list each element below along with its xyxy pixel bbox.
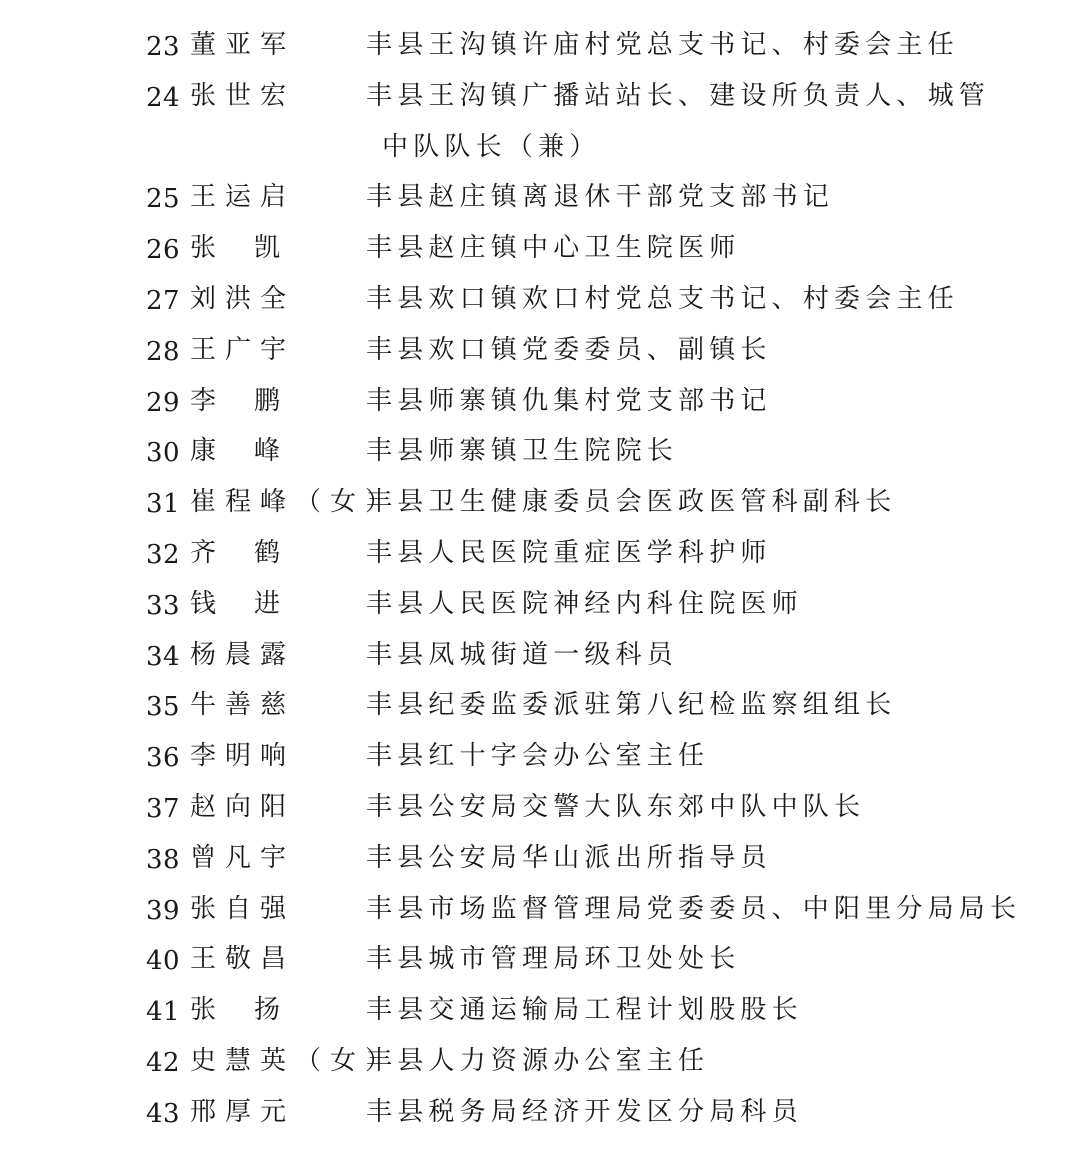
entry-number: 38 xyxy=(146,844,181,875)
title-line: 丰县人民医院重症医学科护师 xyxy=(366,537,772,568)
entry-number: 26 xyxy=(146,235,181,266)
entry-number: 23 xyxy=(146,32,181,62)
title-line: 丰县赵庄镇中心卫生院医师 xyxy=(366,233,741,264)
title-line: 丰县王沟镇许庙村党总支书记、村委会主任 xyxy=(366,30,959,60)
person-name: 邢厚元 xyxy=(190,1096,296,1127)
entry-number: 29 xyxy=(146,387,181,418)
entry-number: 39 xyxy=(146,895,181,926)
list-item xyxy=(0,376,1080,427)
entry-number: 43 xyxy=(146,1098,181,1129)
list-item xyxy=(0,934,1080,985)
entry-number: 35 xyxy=(146,692,181,723)
person-title xyxy=(366,426,946,477)
person-name: 史慧英（女） xyxy=(190,1045,401,1076)
person-title xyxy=(366,71,991,173)
entry-number: 41 xyxy=(146,997,181,1028)
entry-number: 36 xyxy=(146,743,181,774)
person-title xyxy=(366,1087,946,1138)
title-line: 中队队长（兼） xyxy=(382,131,601,162)
person-name: 杨晨露 xyxy=(190,639,296,670)
list-item xyxy=(0,20,1080,71)
title-line: 丰县人民医院神经内科住院医师 xyxy=(366,588,803,619)
title-line: 丰县公安局交警大队东郊中队中队长 xyxy=(366,791,866,822)
person-name: 牛善慈 xyxy=(190,690,296,721)
person-title xyxy=(366,325,946,376)
person-name: 崔程峰（女） xyxy=(190,487,401,518)
title-line: 丰县市场监督管理局党委委员、中阳里分局局长 xyxy=(366,893,1022,924)
list-item xyxy=(0,426,1080,477)
person-name: 王敬昌 xyxy=(190,944,296,975)
list-item xyxy=(0,579,1080,630)
title-line: 丰县交通运输局工程计划股股长 xyxy=(366,995,803,1026)
list-item xyxy=(0,782,1080,833)
list-item xyxy=(0,884,1080,935)
title-line: 丰县师寨镇仇集村党支部书记 xyxy=(366,385,772,416)
person-title xyxy=(366,680,946,731)
entry-number: 24 xyxy=(146,82,181,113)
entry-number: 30 xyxy=(146,438,181,469)
entry-number: 28 xyxy=(146,336,181,367)
list-item xyxy=(0,731,1080,782)
title-line: 丰县欢口镇欢口村党总支书记、村委会主任 xyxy=(366,283,959,314)
title-line: 丰县税务局经济开发区分局科员 xyxy=(366,1096,803,1127)
title-line: 丰县纪委监委派驻第八纪检监察组组长 xyxy=(366,690,897,721)
person-title xyxy=(366,1036,946,1087)
entry-number: 33 xyxy=(146,590,181,621)
entry-number: 34 xyxy=(146,641,181,672)
person-name: 王运启 xyxy=(190,182,296,213)
person-title xyxy=(366,528,946,579)
person-name: 张世宏 xyxy=(190,80,296,111)
person-title xyxy=(366,985,946,1036)
person-name: 钱进 xyxy=(190,588,319,619)
person-title xyxy=(366,376,946,427)
title-line: 丰县欢口镇党委委员、副镇长 xyxy=(366,334,772,365)
person-name: 董亚军 xyxy=(190,30,296,60)
person-name: 康峰 xyxy=(190,436,319,467)
person-title xyxy=(366,934,946,985)
personnel-list xyxy=(0,20,1080,1138)
person-name: 张扬 xyxy=(190,995,319,1026)
person-title xyxy=(366,630,946,681)
person-name: 张自强 xyxy=(190,893,296,924)
person-title xyxy=(366,833,946,884)
entry-number: 32 xyxy=(146,539,181,570)
list-item xyxy=(0,833,1080,884)
entry-number: 40 xyxy=(146,946,181,977)
list-item xyxy=(0,1036,1080,1087)
list-item xyxy=(0,985,1080,1036)
list-item xyxy=(0,223,1080,274)
person-name: 李鹏 xyxy=(190,385,319,416)
person-title xyxy=(366,172,946,223)
title-line: 丰县人力资源办公室主任 xyxy=(366,1045,710,1076)
entry-number: 25 xyxy=(146,184,181,215)
entry-number: 42 xyxy=(146,1047,181,1078)
person-title xyxy=(366,731,946,782)
person-title xyxy=(366,223,946,274)
list-item xyxy=(0,274,1080,325)
person-name: 曾凡宇 xyxy=(190,842,296,873)
title-line: 丰县红十字会办公室主任 xyxy=(366,741,710,772)
person-title xyxy=(366,477,946,528)
person-name: 王广宇 xyxy=(190,334,296,365)
person-name: 赵向阳 xyxy=(190,791,296,822)
list-item xyxy=(0,630,1080,681)
list-item xyxy=(0,680,1080,731)
person-title xyxy=(366,579,946,630)
entry-number: 27 xyxy=(146,285,181,316)
list-item xyxy=(0,528,1080,579)
list-item xyxy=(0,172,1080,223)
list-item xyxy=(0,477,1080,528)
list-item xyxy=(0,1087,1080,1138)
person-name: 刘洪全 xyxy=(190,283,296,314)
person-name: 张凯 xyxy=(190,233,319,264)
person-title xyxy=(366,20,959,71)
entry-number: 31 xyxy=(146,489,181,520)
person-title xyxy=(366,782,946,833)
title-line: 丰县凤城街道一级科员 xyxy=(366,639,679,670)
title-line: 丰县卫生健康委员会医政医管科副科长 xyxy=(366,487,897,518)
list-item xyxy=(0,71,1080,173)
title-line: 丰县王沟镇广播站站长、建设所负责人、城管 xyxy=(366,80,991,111)
entry-number: 37 xyxy=(146,793,181,824)
person-title xyxy=(366,884,1022,935)
title-line: 丰县师寨镇卫生院院长 xyxy=(366,436,679,467)
list-item xyxy=(0,325,1080,376)
title-line: 丰县赵庄镇离退休干部党支部书记 xyxy=(366,182,835,213)
person-name: 齐鹤 xyxy=(190,537,319,568)
title-line: 丰县城市管理局环卫处处长 xyxy=(366,944,741,975)
person-title xyxy=(366,274,959,325)
person-name: 李明响 xyxy=(190,741,296,772)
title-line: 丰县公安局华山派出所指导员 xyxy=(366,842,772,873)
